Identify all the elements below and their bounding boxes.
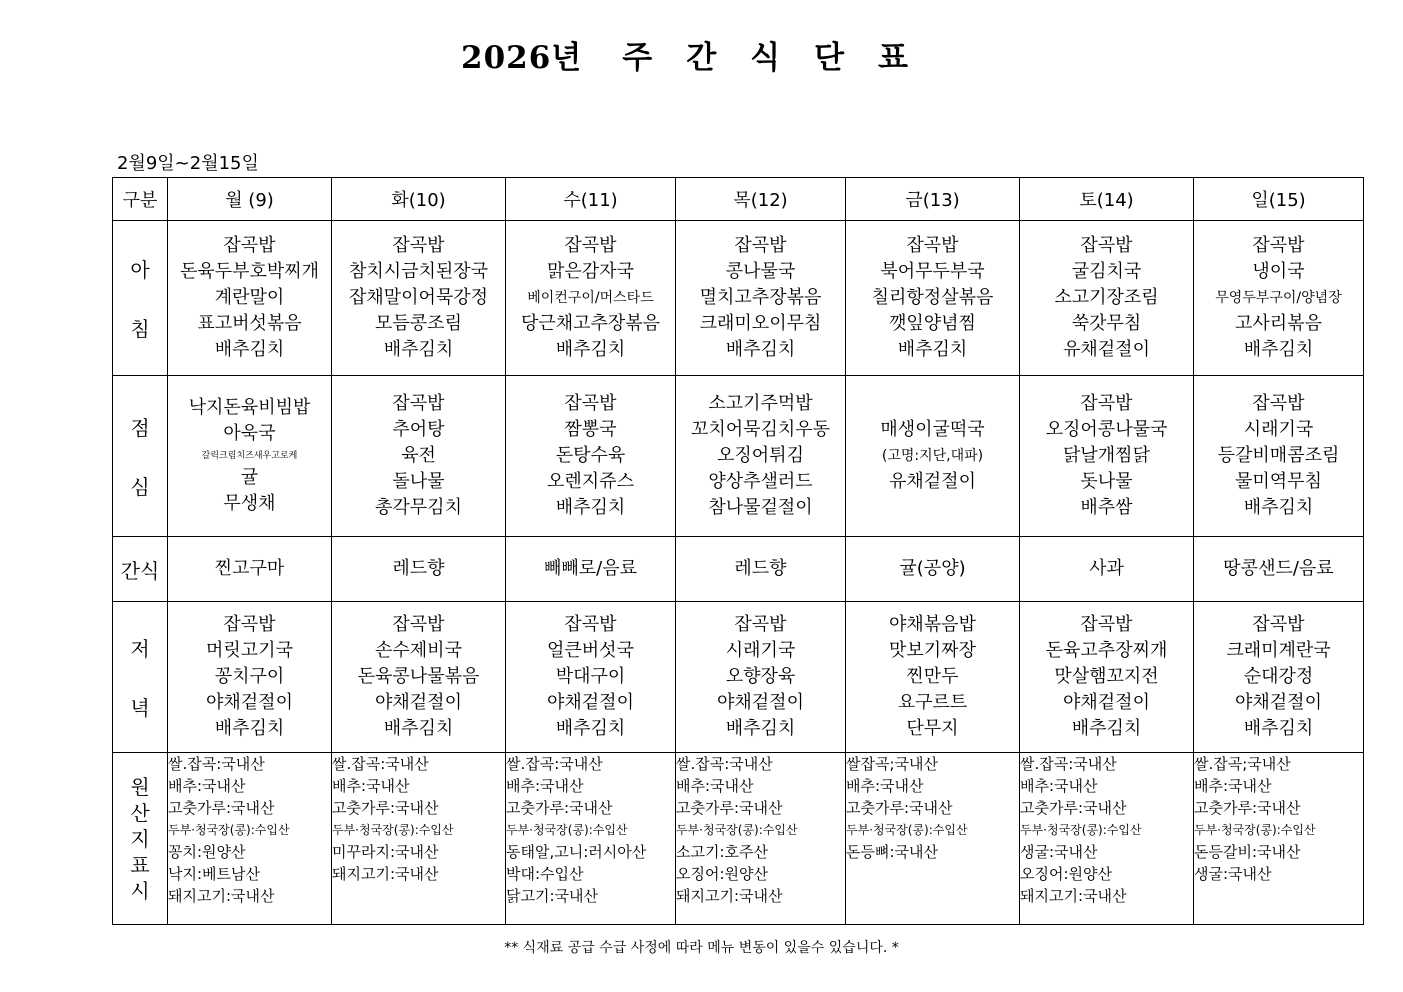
menu-item: 맛살햄꼬지전: [1054, 666, 1159, 687]
origin-item: 배추:국내산: [1194, 777, 1272, 795]
meal-cell: [1194, 376, 1364, 537]
origin-item: 꽁치:원양산: [168, 843, 246, 861]
origin-item: 동태알,고니:러시아산: [506, 843, 647, 861]
day-header: 일(15): [1194, 178, 1364, 221]
menu-item: 잡곡밥: [564, 235, 617, 256]
origin-item: 고춧가루:국내산: [1194, 799, 1301, 817]
menu-item: 잡곡밥: [1252, 614, 1305, 635]
menu-item: 북어무두부국: [880, 261, 985, 282]
menu-item: 표고버섯볶음: [197, 313, 302, 334]
origin-item: 고춧가루:국내산: [676, 799, 783, 817]
menu-item: 얼큰버섯국: [547, 640, 634, 661]
page-title: [0, 32, 1403, 77]
menu-item: 소고기주먹밥: [708, 393, 813, 414]
meal-cell: [676, 221, 846, 376]
menu-item: 돈육고추장찌개: [1045, 640, 1168, 661]
origin-label-char: 시: [130, 878, 150, 903]
origin-item: 소고기:호주산: [676, 843, 768, 861]
menu-item: 시래기국: [725, 640, 796, 661]
meal-cell: [846, 376, 1020, 537]
meal-label-char: 간식: [120, 558, 160, 583]
menu-item: 배추김치: [214, 718, 285, 739]
origin-item: 미꾸라지:국내산: [332, 843, 439, 861]
origin-item: 두부·청국장(콩):수입산: [1194, 823, 1316, 837]
origin-cell: [1194, 753, 1364, 925]
origin-item: 낙지:베트남산: [168, 865, 260, 883]
menu-item: 배추김치: [725, 339, 796, 360]
menu-item: 야채겉절이: [1235, 692, 1322, 713]
meal-label-char: 녁: [130, 696, 150, 720]
menu-item: 레드향: [734, 558, 787, 579]
menu-item: 계란말이: [214, 287, 285, 308]
menu-item: 시래기국: [1243, 419, 1314, 440]
menu-item: 참치시금치된장국: [348, 261, 489, 282]
menu-item: 추어탕: [392, 419, 445, 440]
origin-item: 두부·청국장(콩):수입산: [332, 823, 454, 837]
origin-item: 고춧가루:국내산: [1020, 799, 1127, 817]
meal-cell: [676, 537, 846, 602]
origin-item: 돈등갈비:국내산: [1194, 843, 1301, 861]
menu-item: 배추김치: [1243, 339, 1314, 360]
menu-item: 배추쌈: [1080, 497, 1133, 518]
menu-item: 잡곡밥: [1080, 614, 1133, 635]
menu-item: 돈육콩나물볶음: [357, 666, 480, 687]
menu-item: 닭날개찜닭: [1063, 445, 1150, 466]
day-header: 화(10): [332, 178, 506, 221]
origin-item: 생굴:국내산: [1194, 865, 1272, 883]
menu-item: 배추김치: [1243, 718, 1314, 739]
menu-item: 유채겉절이: [1063, 339, 1150, 360]
meal-cell: [332, 221, 506, 376]
origin-item: 배추:국내산: [332, 777, 410, 795]
meal-cell: [1020, 537, 1194, 602]
menu-item: 콩나물국: [725, 261, 796, 282]
menu-item: 소고기장조림: [1054, 287, 1159, 308]
menu-item: 순대강정: [1243, 666, 1314, 687]
menu-item: 돗나물: [1080, 471, 1133, 492]
menu-item: 꽁치구이: [214, 666, 285, 687]
origin-label-char: 산: [130, 800, 150, 825]
menu-item: 배추김치: [1071, 718, 1142, 739]
day-header: 목(12): [676, 178, 846, 221]
meal-label-char: 점: [130, 416, 150, 440]
meal-cell: [1020, 376, 1194, 537]
meal-cell: [1194, 602, 1364, 753]
origin-item: 쌀.잡곡:국내산: [676, 755, 773, 773]
menu-item: 모듬콩조림: [375, 313, 462, 334]
menu-item: 손수제비국: [375, 640, 462, 661]
origin-item: 쌀.잡곡:국내산: [506, 755, 603, 773]
origin-cell: [1020, 753, 1194, 925]
menu-item: 크래미계란국: [1226, 640, 1331, 661]
menu-item: 잡곡밥: [564, 393, 617, 414]
menu-item: 짬뽕국: [564, 419, 617, 440]
menu-item: 갈릭크림치즈새우고로케: [201, 451, 298, 461]
meal-cell: [506, 376, 676, 537]
meal-row: [113, 221, 1364, 376]
meal-label: [113, 376, 168, 537]
menu-item: 사과: [1089, 558, 1124, 579]
menu-item: 오향장육: [725, 666, 796, 687]
origin-label-char: 표: [130, 852, 150, 877]
origin-item: 고춧가루:국내산: [332, 799, 439, 817]
menu-item: 잡곡밥: [392, 393, 445, 414]
meal-cell: [332, 537, 506, 602]
meal-cell: [676, 602, 846, 753]
origin-cell: [846, 753, 1020, 925]
menu-item: 매생이굴떡국: [880, 419, 985, 440]
menu-item: 야채겉절이: [717, 692, 804, 713]
menu-item: 양상추샐러드: [708, 471, 813, 492]
menu-item: 잡곡밥: [1080, 235, 1133, 256]
meal-row: [113, 602, 1364, 753]
meal-label: [113, 602, 168, 753]
meal-cell: [1020, 602, 1194, 753]
meal-label-char: 침: [130, 317, 150, 341]
menu-item: 쑥갓무침: [1071, 313, 1142, 334]
menu-item: 머릿고기국: [206, 640, 293, 661]
weekly-menu-table: [112, 177, 1364, 925]
origin-item: 쌀.잡곡:국내산: [332, 755, 429, 773]
origin-item: 돼지고기:국내산: [332, 865, 439, 883]
date-range: 2월9일~2월15일: [117, 153, 259, 174]
origin-cell: [676, 753, 846, 925]
meal-label-char: 심: [130, 475, 150, 499]
menu-item: 돈육두부호박찌개: [179, 261, 320, 282]
menu-item: 야채볶음밥: [889, 614, 976, 635]
menu-item: 박대구이: [555, 666, 626, 687]
origin-item: 두부·청국장(콩):수입산: [506, 823, 628, 837]
menu-item: 멸치고추장볶음: [699, 287, 822, 308]
menu-item: 배추김치: [725, 718, 796, 739]
menu-item: 돈탕수육: [555, 445, 626, 466]
title-main: 주간식단표: [622, 40, 942, 76]
meal-cell: [168, 602, 332, 753]
menu-item: 무영두부구이/양념장: [1215, 290, 1342, 306]
day-header: 수(11): [506, 178, 676, 221]
menu-item: 잡곡밥: [564, 614, 617, 635]
menu-item: 잡곡밥: [392, 235, 445, 256]
meal-cell: [846, 602, 1020, 753]
meal-cell: [168, 221, 332, 376]
origin-item: 돈등뼈:국내산: [846, 843, 938, 861]
origin-item: 두부·청국장(콩):수입산: [846, 823, 968, 837]
menu-item: 무생채: [223, 493, 276, 514]
menu-item: 귤: [240, 467, 259, 488]
menu-item: 야채겉절이: [1063, 692, 1150, 713]
meal-cell: [506, 602, 676, 753]
origin-item: 고춧가루:국내산: [168, 799, 275, 817]
menu-item: (고명:지단,대파): [881, 448, 984, 464]
menu-item: 고사리볶음: [1235, 313, 1322, 334]
origin-item: 돼지고기:국내산: [1020, 887, 1127, 905]
menu-item: 아욱국: [223, 423, 276, 444]
meal-label: [113, 221, 168, 376]
menu-item: 요구르트: [897, 692, 968, 713]
menu-item: 잡곡밥: [734, 614, 787, 635]
menu-item: 육전: [401, 445, 436, 466]
meal-cell: [332, 376, 506, 537]
origin-item: 돼지고기:국내산: [676, 887, 783, 905]
meal-cell: [506, 537, 676, 602]
meal-cell: [846, 221, 1020, 376]
origin-cell: [506, 753, 676, 925]
menu-item: 깻잎양념찜: [889, 313, 976, 334]
menu-item: 오징어튀김: [717, 445, 804, 466]
menu-item: 낙지돈육비빔밥: [188, 397, 311, 418]
menu-item: 야채겉절이: [547, 692, 634, 713]
menu-item: 단무지: [906, 718, 959, 739]
menu-item: 오징어콩나물국: [1045, 419, 1168, 440]
day-header: 월 (9): [168, 178, 332, 221]
menu-item: 배추김치: [555, 718, 626, 739]
meal-cell: [676, 376, 846, 537]
menu-item: 배추김치: [555, 497, 626, 518]
menu-item: 레드향: [392, 558, 445, 579]
menu-item: 총각무김치: [375, 497, 462, 518]
origin-label-char: 원: [130, 774, 150, 799]
menu-item: 맑은감자국: [547, 261, 634, 282]
origin-item: 생굴:국내산: [1020, 843, 1098, 861]
origin-item: 오징어:원양산: [676, 865, 768, 883]
origin-item: 배추:국내산: [676, 777, 754, 795]
title-year: 2026년: [461, 40, 583, 76]
menu-item: 오렌지쥬스: [547, 471, 634, 492]
origin-cell: [332, 753, 506, 925]
menu-item: 야채겉절이: [375, 692, 462, 713]
menu-item: 잡곡밥: [734, 235, 787, 256]
meal-cell: [168, 376, 332, 537]
meal-label: [113, 537, 168, 602]
origin-label: [113, 753, 168, 925]
origin-item: 쌀.잡곡:국내산: [1020, 755, 1117, 773]
meal-row: [113, 376, 1364, 537]
menu-item: 잡곡밥: [223, 235, 276, 256]
menu-item: 베이컨구이/머스타드: [527, 290, 654, 306]
origin-item: 고춧가루:국내산: [846, 799, 953, 817]
origin-item: 오징어:원양산: [1020, 865, 1112, 883]
menu-item: 잡곡밥: [1080, 393, 1133, 414]
menu-item: 물미역무침: [1235, 471, 1322, 492]
menu-item: 잡곡밥: [1252, 393, 1305, 414]
origin-item: 쌀.잡곡:국내산: [168, 755, 265, 773]
corner-label: 구분: [113, 178, 168, 221]
menu-body: [113, 221, 1364, 925]
origin-item: 배추:국내산: [168, 777, 246, 795]
origin-item: 쌀잡곡;국내산: [846, 755, 938, 773]
menu-item: 배추김치: [383, 718, 454, 739]
menu-item: 배추김치: [383, 339, 454, 360]
menu-item: 유채겉절이: [889, 471, 976, 492]
origin-row: [113, 753, 1364, 925]
day-header-row: [113, 178, 1364, 221]
menu-item: 맛보기짜장: [889, 640, 976, 661]
origin-item: 두부·청국장(콩):수입산: [1020, 823, 1142, 837]
menu-item: 냉이국: [1252, 261, 1305, 282]
menu-item: 굴김치국: [1071, 261, 1142, 282]
origin-item: 닭고기:국내산: [506, 887, 598, 905]
menu-item: 칠리항정살볶음: [871, 287, 994, 308]
day-header: 토(14): [1020, 178, 1194, 221]
menu-item: 당근채고추장볶음: [520, 313, 661, 334]
menu-item: 땅콩샌드/음료: [1223, 558, 1334, 579]
footer-note: ** 식재료 공급 수급 사정에 따라 메뉴 변동이 있을수 있습니다. *: [504, 940, 899, 956]
origin-item: 두부·청국장(콩):수입산: [168, 823, 290, 837]
menu-item: 찐고구마: [214, 558, 285, 579]
menu-item: 잡곡밥: [906, 235, 959, 256]
menu-item: 잡곡밥: [223, 614, 276, 635]
origin-item: 배추:국내산: [1020, 777, 1098, 795]
meal-label-char: 아: [130, 258, 150, 282]
origin-item: 두부·청국장(콩):수입산: [676, 823, 798, 837]
menu-item: 잡채말이어묵강정: [348, 287, 489, 308]
meal-cell: [1194, 221, 1364, 376]
meal-label-char: 저: [130, 637, 150, 661]
origin-label-char: 지: [130, 826, 150, 851]
meal-cell: [506, 221, 676, 376]
menu-item: 야채겉절이: [206, 692, 293, 713]
menu-item: 배추김치: [897, 339, 968, 360]
menu-item: 크래미오이무침: [699, 313, 822, 334]
menu-item: 참나물겉절이: [708, 497, 813, 518]
menu-item: 꼬치어묵김치우동: [690, 419, 831, 440]
menu-item: 잡곡밥: [1252, 235, 1305, 256]
origin-item: 박대:수입산: [506, 865, 584, 883]
origin-cell: [168, 753, 332, 925]
meal-cell: [1020, 221, 1194, 376]
meal-cell: [1194, 537, 1364, 602]
menu-item: 배추김치: [1243, 497, 1314, 518]
menu-item: 귤(공양): [899, 558, 966, 579]
menu-item: 잡곡밥: [392, 614, 445, 635]
meal-cell: [846, 537, 1020, 602]
menu-item: 배추김치: [555, 339, 626, 360]
day-header: 금(13): [846, 178, 1020, 221]
origin-item: 배추:국내산: [506, 777, 584, 795]
meal-cell: [332, 602, 506, 753]
origin-item: 배추:국내산: [846, 777, 924, 795]
origin-item: 고춧가루:국내산: [506, 799, 613, 817]
menu-item: 등갈비매콤조림: [1217, 445, 1340, 466]
origin-item: 쌀.잡곡;국내산: [1194, 755, 1291, 773]
meal-cell: [168, 537, 332, 602]
origin-item: 돼지고기:국내산: [168, 887, 275, 905]
meal-row: [113, 537, 1364, 602]
menu-item: 찐만두: [906, 666, 959, 687]
menu-item: 돌나물: [392, 471, 445, 492]
menu-item: 빼빼로/음료: [543, 558, 637, 579]
menu-item: 배추김치: [214, 339, 285, 360]
